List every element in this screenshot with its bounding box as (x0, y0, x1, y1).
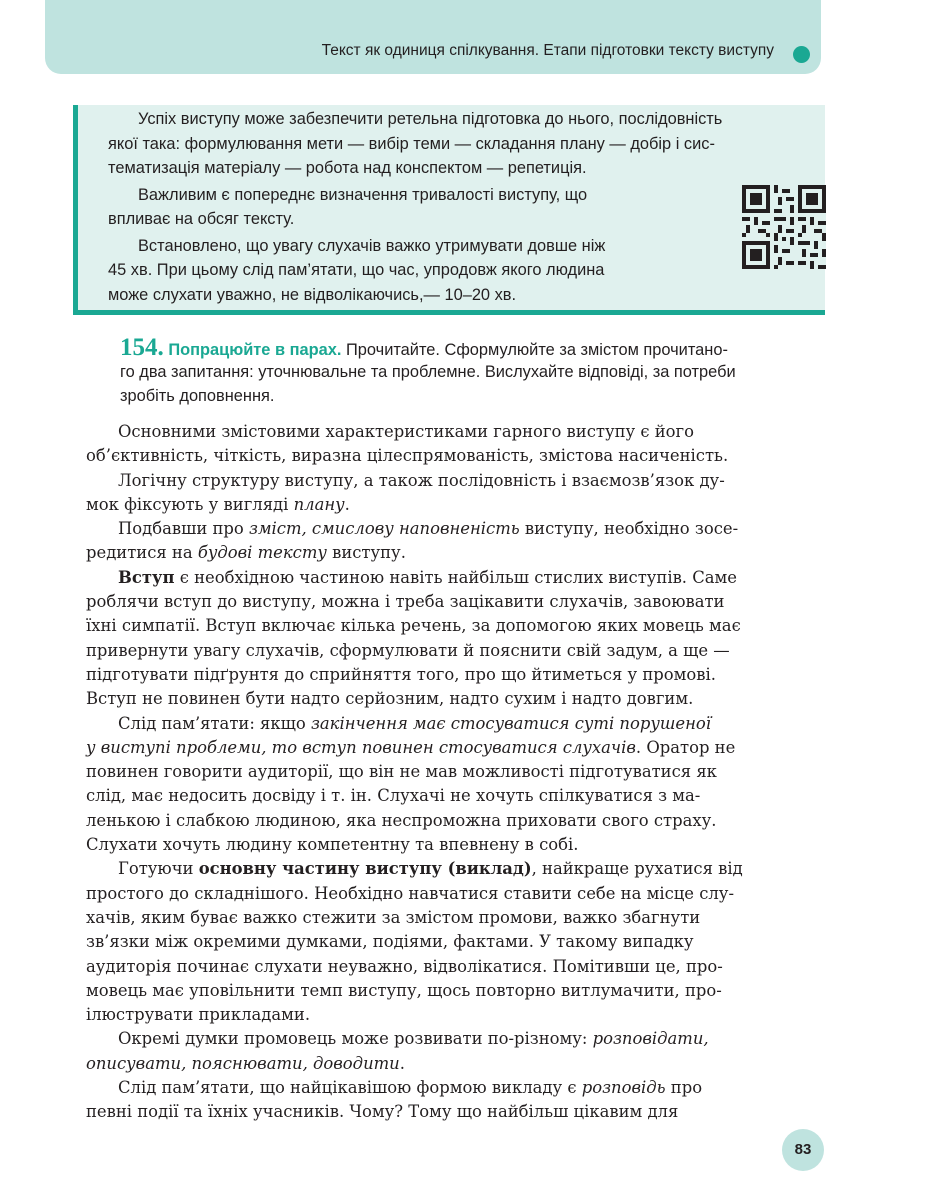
text-line (86, 517, 824, 541)
text-span: Готуючи (118, 859, 199, 879)
italic-term: у виступі проблеми, то вступ повинен стосуватися слухачів (86, 737, 636, 757)
text-span: , найкраще рухатися від (531, 859, 743, 879)
text-line (86, 1076, 824, 1100)
text-line: Основними змістовими характеристиками гарного виступу є його (118, 422, 695, 441)
text-line: роблячи вступ до виступу, можна і треба зацікавити слухачів, завоювати (86, 592, 725, 612)
italic-term: закінчення має стосуватися суті порушеної (310, 713, 711, 733)
text-line: Слухати хочуть людину компетентну та впевнену в собі. (86, 835, 579, 855)
main-text (86, 420, 824, 1125)
text-span: . (344, 494, 350, 514)
text-line (86, 1052, 824, 1076)
exercise-number: 154. (120, 334, 164, 361)
text-line: ілюструвати прикладами. (86, 1005, 311, 1025)
italic-term: описувати, пояснювати, доводити (86, 1053, 400, 1073)
text-line: мовець має уповільнити темп виступу, щось повторно витлумачити, про- (86, 980, 722, 1000)
text-span: Окремі думки промовець може розвивати по-різному: (118, 1029, 593, 1049)
text-line (86, 736, 824, 760)
text-line (86, 712, 824, 736)
text-span: виступу, необхідно зосе- (519, 519, 739, 539)
header-band (45, 0, 821, 74)
text-line: хачів, яким буває важко стежити за змістом промови, важко збагнути (86, 907, 701, 927)
text-line: Вступ не повинен бути надто серйозним, надто сухим і надто довгим. (86, 689, 694, 709)
text-line (86, 493, 824, 517)
italic-term: розповідати, (592, 1029, 709, 1049)
info-box-text (108, 105, 828, 307)
text-line (86, 1027, 824, 1051)
info-line: 45 хв. При цьому слід пам’ятати, що час, упродовж якого людина (108, 261, 605, 279)
exercise-text: Прочитайте. Сформулюйте за змістом прочитано- (346, 341, 728, 359)
text-line: зв’язки між окремими думками, подіями, фактами. У такому випадку (86, 932, 694, 952)
italic-term: плану (293, 494, 345, 514)
text-line: повинен говорити аудиторії, що він не мав можливості підготуватися як (86, 762, 717, 782)
text-span: . Оратор не (635, 737, 736, 757)
text-line: об’єктивність, чіткість, виразна цілеспрямованість, змістова насиченість. (86, 446, 729, 466)
text-span: виступу. (326, 543, 406, 563)
running-header-title: Текст як одиниця спілкування. Етапи підготовки тексту виступу (321, 42, 774, 59)
info-line: Важливим є попереднє визначення тривалості виступу, що (138, 185, 588, 204)
text-line (86, 541, 824, 565)
exercise-line (120, 336, 825, 360)
text-span: Слід пам’ятати, що найцікавішою формою викладу є (118, 1078, 582, 1098)
text-span: Подбавши про (118, 519, 249, 539)
text-span: мок фіксують у вигляді (86, 494, 294, 514)
text-line: підготувати підґрунтя до сприйняття того, про що йтиметься у промові. (86, 664, 716, 684)
header-dot-icon (793, 46, 810, 63)
italic-term: розповідь (581, 1078, 666, 1098)
text-line (86, 566, 824, 590)
text-line: привернути увагу слухачів, сформулювати й пояснити свій задум, а ще — (86, 640, 730, 660)
qr-code-icon[interactable] (742, 185, 826, 269)
text-span: Слід пам’ятати: якщо (118, 713, 311, 733)
info-line: впливає на обсяг тексту. (108, 210, 295, 228)
text-line: простого до складнішого. Необхідно навчатися ставити себе на місце слу- (86, 883, 734, 903)
text-line (86, 857, 824, 881)
text-span: про (665, 1078, 703, 1098)
text-line: їхні симпатії. Вступ включає кілька речень, за допомогою яких мовець має (86, 616, 741, 636)
info-line: Успіх виступу може забезпечити ретельна підготовка до нього, послідовність (138, 110, 723, 128)
info-line: якої така: формулювання мети — вибір теми — складання плану — добір і сис- (108, 134, 715, 153)
info-line: може слухати уважно, не відволікаючись,— 10–20 хв. (108, 285, 517, 304)
exercise-154 (120, 336, 825, 408)
page-number: 83 (782, 1129, 824, 1171)
text-span: є необхідною частиною навіть найбільш стислих виступів. Саме (174, 567, 737, 587)
italic-term: будові тексту (197, 543, 327, 563)
info-line: Встановлено, що увагу слухачів важко утримувати довше ніж (138, 236, 606, 255)
text-line: певні події та їхніх учасників. Чому? Тому що найбільш цікавим для (86, 1102, 679, 1122)
italic-term: зміст, смислову наповненість (249, 519, 520, 539)
info-line: тематизація матеріалу — робота над конспектом — репетиція. (108, 159, 587, 177)
exercise-line: го два запитання: уточнювальне та проблемне. Вислухайте відповіді, за потреби (120, 363, 736, 381)
text-line: аудиторія починає слухати неуважно, відволікатися. Помітивши це, про- (86, 956, 723, 976)
exercise-title: Попрацюйте в парах. (168, 341, 342, 359)
info-box (73, 105, 825, 315)
text-line: ленькою і слабкою людиною, яка неспроможна приховати свого страху. (86, 810, 717, 830)
text-span: редитися на (86, 543, 198, 563)
text-line: Логічну структуру виступу, а також послідовність і взаємозв’язок ду- (118, 470, 725, 490)
bold-term: Вступ (118, 567, 175, 587)
bold-term: основну частину виступу (виклад) (198, 859, 532, 879)
text-span: . (399, 1053, 405, 1073)
exercise-line: зробіть доповнення. (120, 387, 275, 405)
text-line: слід, має недосить досвіду і т. ін. Слухачі не хочуть спілкуватися з ма- (86, 786, 701, 806)
